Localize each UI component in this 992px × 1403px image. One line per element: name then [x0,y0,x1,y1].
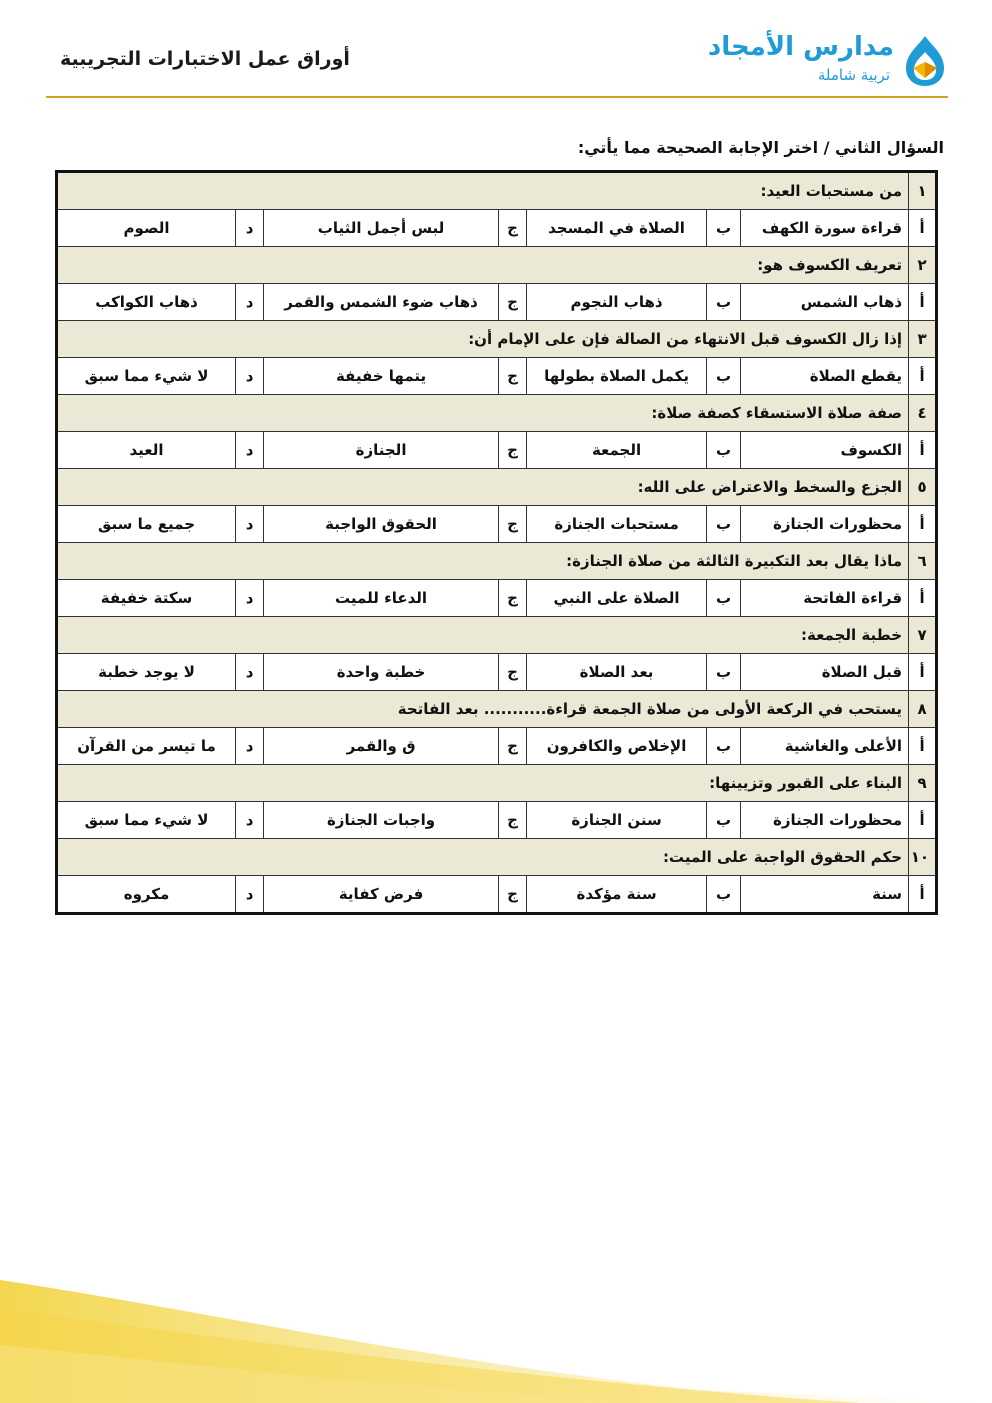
worksheet-title: أوراق عمل الاختبارات التجريبية [60,48,350,70]
option-letter: ب [707,432,741,469]
option-letter: ج [499,802,527,839]
answer-option[interactable]: سنة [741,876,909,914]
answer-option[interactable]: ما تيسر من القرآن [57,728,236,765]
answer-option[interactable]: محظورات الجنازة [741,506,909,543]
answer-option[interactable]: يكمل الصلاة بطولها [527,358,707,395]
option-letter: ب [707,728,741,765]
option-letter: ج [499,432,527,469]
option-letter: ج [499,284,527,321]
question-row [57,765,937,802]
question-row [57,172,937,210]
answer-option[interactable]: واجبات الجنازة [264,802,499,839]
answer-option[interactable]: ق والقمر [264,728,499,765]
answer-option[interactable]: خطبة واحدة [264,654,499,691]
option-letter: ب [707,358,741,395]
answer-option[interactable]: الصلاة في المسجد [527,210,707,247]
question-heading: السؤال الثاني / اختر الإجابة الصحيحة مما يأتي: [577,138,944,157]
option-letter: د [236,728,264,765]
question-row [57,691,937,728]
option-letter: ج [499,876,527,914]
answer-option[interactable]: الجمعة [527,432,707,469]
option-letter: د [236,802,264,839]
answer-option[interactable]: الكسوف [741,432,909,469]
question-row [57,617,937,654]
question-number: ٩ [909,765,937,802]
question-text: البناء على القبور وتزيينها: [57,765,909,802]
question-row [57,321,937,358]
answer-option[interactable]: الجنازة [264,432,499,469]
answer-option[interactable]: مستحبات الجنازة [527,506,707,543]
question-text: الجزع والسخط والاعتراض على الله: [57,469,909,506]
multiple-choice-table [55,170,938,915]
options-row [57,210,937,247]
option-letter: ج [499,358,527,395]
question-number: ١ [909,172,937,210]
option-letter: ج [499,506,527,543]
option-letter: أ [909,728,937,765]
option-letter: د [236,432,264,469]
option-letter: أ [909,284,937,321]
answer-option[interactable]: يقطع الصلاة [741,358,909,395]
question-number: ٥ [909,469,937,506]
options-row [57,728,937,765]
options-row [57,802,937,839]
question-text: يستحب في الركعة الأولى من صلاة الجمعة قراءة........... بعد الفاتحة [57,691,909,728]
option-letter: د [236,506,264,543]
question-text: إذا زال الكسوف قبل الانتهاء من الصالة فإن على الإمام أن: [57,321,909,358]
answer-option[interactable]: سنة مؤكدة [527,876,707,914]
option-letter: ب [707,654,741,691]
option-letter: أ [909,358,937,395]
answer-option[interactable]: ذهاب الشمس [741,284,909,321]
question-number: ٢ [909,247,937,284]
school-tagline: تربية شاملة [817,66,890,84]
answer-option[interactable]: سكتة خفيفة [57,580,236,617]
option-letter: أ [909,210,937,247]
answer-option[interactable]: الحقوق الواجبة [264,506,499,543]
answer-option[interactable]: بعد الصلاة [527,654,707,691]
answer-option[interactable]: ذهاب الكواكب [57,284,236,321]
answer-option[interactable]: لا شيء مما سبق [57,802,236,839]
answer-option[interactable]: الصلاة على النبي [527,580,707,617]
answer-option[interactable]: فرض كفاية [264,876,499,914]
question-row [57,247,937,284]
options-row [57,654,937,691]
option-letter: أ [909,876,937,914]
option-letter: ب [707,876,741,914]
question-number: ٨ [909,691,937,728]
answer-option[interactable]: قراءة الفاتحة [741,580,909,617]
options-row [57,432,937,469]
answer-option[interactable]: محظورات الجنازة [741,802,909,839]
option-letter: أ [909,580,937,617]
answer-option[interactable]: لا شيء مما سبق [57,358,236,395]
answer-option[interactable]: قبل الصلاة [741,654,909,691]
question-row [57,839,937,876]
question-number: ٤ [909,395,937,432]
option-letter: د [236,284,264,321]
question-number: ٧ [909,617,937,654]
answer-option[interactable]: جميع ما سبق [57,506,236,543]
question-text: خطبة الجمعة: [57,617,909,654]
decorative-swoosh [0,1240,992,1403]
answer-option[interactable]: العيد [57,432,236,469]
answer-option[interactable]: ذهاب النجوم [527,284,707,321]
question-number: ٣ [909,321,937,358]
option-letter: ج [499,728,527,765]
answer-option[interactable]: الدعاء للميت [264,580,499,617]
option-letter: د [236,210,264,247]
quiz-body [57,172,937,914]
options-row [57,284,937,321]
options-row [57,580,937,617]
option-letter: د [236,654,264,691]
option-letter: ب [707,802,741,839]
question-text: تعريف الكسوف هو: [57,247,909,284]
answer-option[interactable]: لبس أجمل الثياب [264,210,499,247]
school-logo-icon [902,34,948,88]
answer-option[interactable]: يتمها خفيفة [264,358,499,395]
school-name: مدارس الأمجاد [707,32,894,62]
answer-option[interactable]: لا يوجد خطبة [57,654,236,691]
page-header [46,22,948,98]
option-letter: د [236,358,264,395]
answer-option[interactable]: الأعلى والغاشية [741,728,909,765]
options-row [57,876,937,914]
option-letter: أ [909,506,937,543]
option-letter: د [236,876,264,914]
option-letter: ج [499,580,527,617]
answer-option[interactable]: سنن الجنازة [527,802,707,839]
question-text: من مستحبات العيد: [57,172,909,210]
option-letter: أ [909,802,937,839]
answer-option[interactable]: الإخلاص والكافرون [527,728,707,765]
option-letter: ب [707,580,741,617]
question-row [57,395,937,432]
answer-option[interactable]: مكروه [57,876,236,914]
school-logo [707,30,948,92]
option-letter: د [236,580,264,617]
options-row [57,506,937,543]
question-number: ١٠ [909,839,937,876]
option-letter: ج [499,654,527,691]
option-letter: ب [707,210,741,247]
option-letter: ج [499,210,527,247]
option-letter: أ [909,432,937,469]
question-row [57,469,937,506]
question-text: ماذا يقال بعد التكبيرة الثالثة من صلاة الجنازة: [57,543,909,580]
option-letter: ب [707,506,741,543]
option-letter: أ [909,654,937,691]
answer-option[interactable]: قراءة سورة الكهف [741,210,909,247]
question-text: صفة صلاة الاستسقاء كصفة صلاة: [57,395,909,432]
question-text: حكم الحقوق الواجبة على الميت: [57,839,909,876]
answer-option[interactable]: الصوم [57,210,236,247]
options-row [57,358,937,395]
question-number: ٦ [909,543,937,580]
question-row [57,543,937,580]
answer-option[interactable]: ذهاب ضوء الشمس والقمر [264,284,499,321]
option-letter: ب [707,284,741,321]
